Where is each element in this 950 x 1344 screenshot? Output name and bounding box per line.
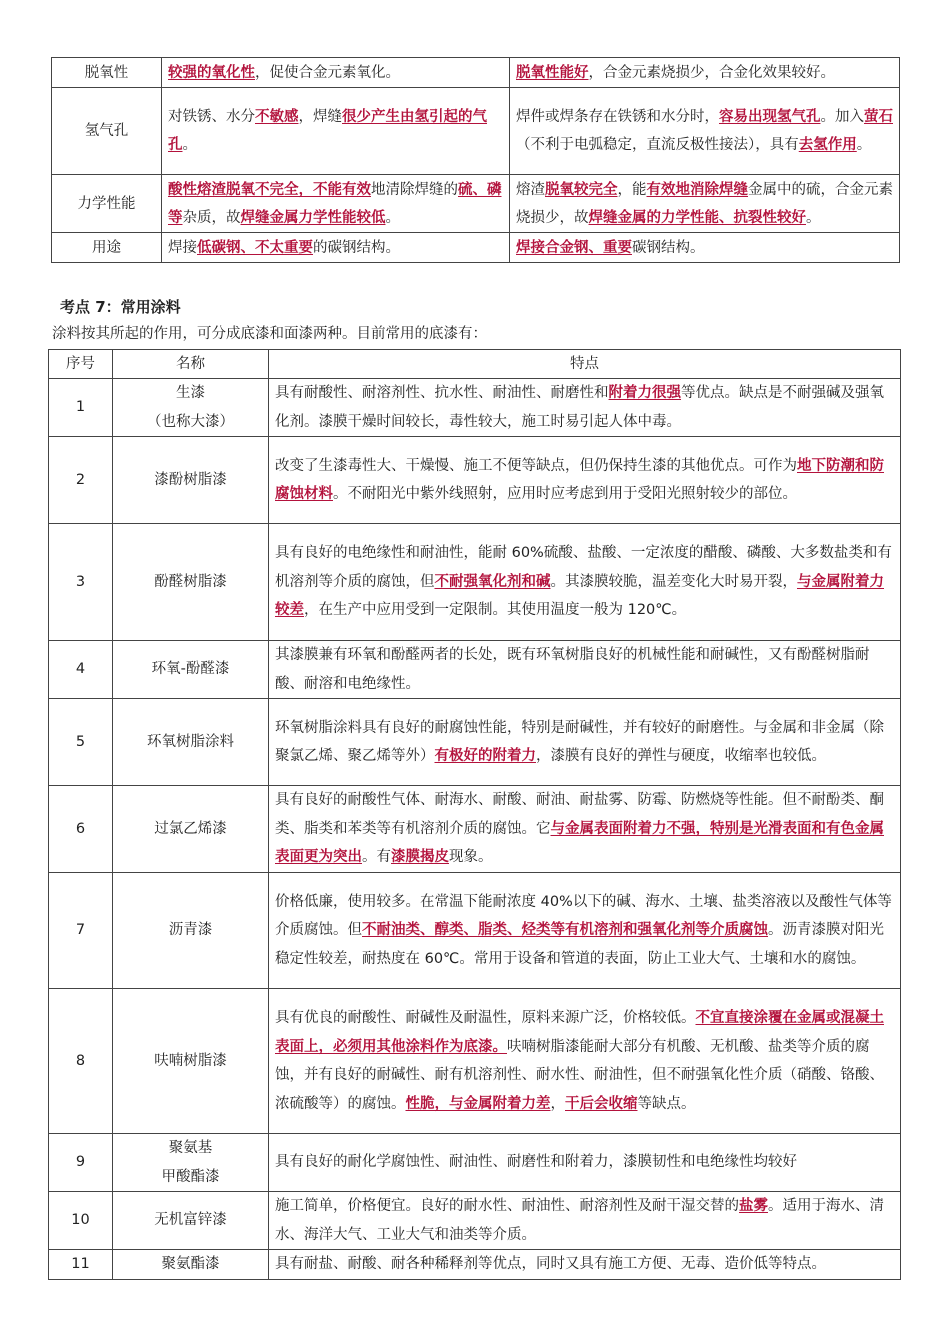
text-segment: 价格低廉，使用较多。在常温下能耐浓度 40%以下的碱、海水、土壤、盐类溶液以及酸性气体等介质腐蚀。但 <box>275 893 892 939</box>
text-segment: 金属中的硫，合金元素烧损少，故 <box>516 181 893 226</box>
table-row <box>49 1250 901 1280</box>
row-number: 5 <box>49 699 113 786</box>
table-row <box>52 175 900 233</box>
coating-name <box>113 641 269 699</box>
table-row <box>49 699 901 786</box>
coating-name <box>113 786 269 873</box>
text-segment: 等缺点。 <box>637 1095 696 1112</box>
coating-name <box>113 873 269 989</box>
text-segment: 。加入 <box>820 109 864 125</box>
section-title: 考点 7：常用涂料 <box>60 298 181 316</box>
highlighted-text: 硫、磷等 <box>168 181 502 226</box>
coating-name-line: 过氯乙烯漆 <box>154 820 227 837</box>
text-segment: 改变了生漆毒性大、干燥慢、施工不便等缺点，但仍保持生漆的其他优点。可作为 <box>275 457 797 474</box>
base-slag-cell <box>510 175 900 233</box>
row-number: 10 <box>49 1192 113 1250</box>
highlighted-text: 容易出现氢气孔 <box>719 109 821 125</box>
text-segment: 杂质，故 <box>182 209 241 226</box>
table-row <box>49 437 901 524</box>
text-segment: 地清除焊缝的 <box>371 181 458 198</box>
highlighted-text: 与金属表面附着力不强，特别是光滑表面和有色金属表面更为突出 <box>275 820 884 866</box>
acid-slag-cell <box>162 58 510 88</box>
text-segment: 具有良好的电绝缘性和耐油性，能耐 60%硫酸、盐酸、一定浓度的醋酸、磷酸、大多数盐类和有机溶剂等介质的腐蚀，但 <box>275 545 892 590</box>
highlighted-text: 地下防潮和防腐蚀材料 <box>275 457 884 502</box>
coating-features <box>269 699 901 786</box>
text-segment: 。 <box>806 209 821 226</box>
coating-features <box>269 641 901 699</box>
table-row <box>49 379 901 437</box>
table-header-row <box>49 350 901 379</box>
text-segment: 。其漆膜较脆，温差变化大时易开裂， <box>550 573 797 590</box>
table-row <box>52 233 900 263</box>
text-segment: 施工简单，价格便宜。良好的耐水性、耐油性、耐溶剂性及耐干湿交替的 <box>275 1198 739 1214</box>
text-segment: 现象。 <box>449 849 493 866</box>
text-segment: ，在生产中应用受到一定限制。其使用温度一般为 120℃。 <box>304 602 687 619</box>
table-row <box>49 873 901 989</box>
text-segment: 具有良好的耐酸性气体、耐海水、耐酸、耐油、耐盐雾、防霉、防燃烧等性能。但不耐酚类、酮类、脂类和苯类等有机溶剂介质的腐蚀。它 <box>275 792 884 837</box>
text-segment: 其漆膜兼有环氧和酚醛两者的长处，既有环氧树脂良好的机械性能和耐碱性，又有酚醛树脂耐酸、耐溶和电绝缘性。 <box>275 647 870 692</box>
text-segment: 。 <box>385 209 400 226</box>
header-feature: 特点 <box>269 350 901 379</box>
highlighted-text: 附着力很强 <box>608 385 681 401</box>
coating-name <box>113 989 269 1134</box>
row-number: 11 <box>49 1250 113 1280</box>
row-label: 力学性能 <box>52 175 162 233</box>
highlighted-text: 有效地消除焊缝 <box>646 181 748 198</box>
highlighted-text: 与金属附着力较差 <box>275 573 884 619</box>
text-segment: 熔渣 <box>516 181 545 198</box>
text-segment: 。 <box>856 137 872 153</box>
text-segment: 具有耐盐、耐酸、耐各种稀释剂等优点，同时又具有施工方便、无毒、造价低等特点。 <box>275 1256 826 1273</box>
coating-name-line: 甲酸酯漆 <box>161 1168 220 1185</box>
header-no: 序号 <box>49 350 113 379</box>
highlighted-text: 低碳钢、不太重要 <box>197 239 313 256</box>
coating-name-line: 环氧树脂涂料 <box>147 733 234 750</box>
text-segment: 碳钢结构。 <box>632 239 705 256</box>
text-segment: ，漆膜有良好的弹性与硬度，收缩率也较低。 <box>536 748 826 764</box>
acid-slag-cell <box>162 88 510 175</box>
highlighted-text: 不敏感 <box>255 109 299 125</box>
highlighted-text: 较强的氧化性 <box>168 64 255 81</box>
highlighted-text: 焊缝金属力学性能较低 <box>240 209 386 226</box>
table-row <box>49 1134 901 1192</box>
coating-features <box>269 1192 901 1250</box>
row-number: 4 <box>49 641 113 699</box>
coating-features <box>269 786 901 873</box>
row-number: 7 <box>49 873 113 989</box>
row-number: 3 <box>49 524 113 641</box>
highlighted-text: 脱氧较完全 <box>545 181 618 198</box>
coating-name-line: 无机富锌漆 <box>154 1212 227 1229</box>
row-number: 1 <box>49 379 113 437</box>
text-segment: 具有良好的耐化学腐蚀性、耐油性、耐磨性和附着力，漆膜韧性和电绝缘性均较好 <box>275 1154 797 1171</box>
coating-features <box>269 989 901 1134</box>
section-intro: 涂料按其所起的作用，可分成底漆和面漆两种。目前常用的底漆有： <box>52 326 487 342</box>
highlighted-text: 性脆，与金属附着力差 <box>405 1095 551 1112</box>
base-slag-cell <box>510 233 900 263</box>
coating-features <box>269 379 901 437</box>
text-segment: ， <box>550 1095 565 1112</box>
coating-name <box>113 379 269 437</box>
coating-name-line: 环氧-酚醛漆 <box>151 661 230 678</box>
table-row <box>49 1192 901 1250</box>
coating-name-line: 漆酚树脂漆 <box>154 471 227 488</box>
base-slag-cell <box>510 58 900 88</box>
table-row <box>52 58 900 88</box>
row-number: 9 <box>49 1134 113 1192</box>
welding-slag-comparison-table <box>51 57 900 263</box>
text-segment: 焊件或焊条存在铁锈和水分时， <box>516 109 719 125</box>
row-label: 氢气孔 <box>52 88 162 175</box>
coating-features <box>269 1134 901 1192</box>
coating-name-line: 酚醛树脂漆 <box>154 573 227 590</box>
text-segment: ，合金元素烧损少，合金化效果较好。 <box>588 64 835 81</box>
row-label: 脱氧性 <box>52 58 162 88</box>
text-segment: 。适用于海水、清水、海洋大气、工业大气和油类等介质。 <box>275 1198 884 1243</box>
text-segment: 具有优良的耐酸性、耐碱性及耐温性，原料来源广泛，价格较低。 <box>275 1010 696 1026</box>
highlighted-text: 酸性熔渣脱氧不完全，不能有效 <box>168 181 371 198</box>
text-segment: ，焊缝 <box>298 109 342 125</box>
row-number: 6 <box>49 786 113 873</box>
highlighted-text: 很少产生由氢引起的气孔 <box>168 109 487 153</box>
coating-name <box>113 699 269 786</box>
text-segment: 。不耐阳光中紫外线照射，应用时应考虑到用于受阳光照射较少的部位。 <box>333 486 797 502</box>
coating-features <box>269 524 901 641</box>
highlighted-text: 焊接合金钢、重要 <box>516 239 632 256</box>
base-slag-cell <box>510 88 900 175</box>
coating-name-line: 聚氨酯漆 <box>161 1256 220 1273</box>
coating-name-line: 聚氨基 <box>168 1140 213 1156</box>
coating-name-line: 沥青漆 <box>168 922 213 939</box>
text-segment: 。沥青漆膜对阳光稳定性较差，耐热度在 60℃。常用于设备和管道的表面，防止工业大气、土壤和水的腐蚀。 <box>275 922 884 967</box>
coating-primer-table <box>48 349 901 1280</box>
coating-features <box>269 437 901 524</box>
highlighted-text: 有极好的附着力 <box>434 748 536 764</box>
highlighted-text: 萤石 <box>864 109 893 125</box>
acid-slag-cell <box>162 175 510 233</box>
coating-name <box>113 1250 269 1280</box>
text-segment: 呋喃树脂漆能耐大部分有机酸、无机酸、盐类等介质的腐蚀，并有良好的耐碱性、耐有机溶剂性、耐水性、耐油性，但不耐强氧化性介质（硝酸、铬酸、浓硫酸等）的腐蚀。 <box>275 1038 884 1112</box>
highlighted-text: 干后会收缩 <box>565 1095 638 1112</box>
highlighted-text: 脱氧性能好 <box>516 64 589 81</box>
highlighted-text: 不宜直接涂覆在金属或混凝土表面上，必须用其他涂料作为底漆。 <box>275 1010 884 1055</box>
coating-name <box>113 524 269 641</box>
coating-name <box>113 1192 269 1250</box>
coating-name <box>113 1134 269 1192</box>
coating-name <box>113 437 269 524</box>
coating-name-line: （也称大漆） <box>147 413 234 430</box>
highlighted-text: 漆膜揭皮 <box>391 849 449 866</box>
text-segment: 的碳钢结构。 <box>313 239 400 256</box>
table-row <box>49 641 901 699</box>
text-segment: 。有 <box>362 849 391 866</box>
coating-name-line: 生漆 <box>176 385 205 401</box>
coating-features <box>269 1250 901 1280</box>
table-row <box>49 524 901 641</box>
highlighted-text: 不耐油类、醇类、脂类、烃类等有机溶剂和强氧化剂等介质腐蚀 <box>362 922 768 939</box>
coating-features <box>269 873 901 989</box>
coating-name-line: 呋喃树脂漆 <box>154 1052 227 1069</box>
text-segment: ，能 <box>617 181 647 198</box>
text-segment: 环氧树脂涂料具有良好的耐腐蚀性能，特别是耐碱性，并有较好的耐磨性。与金属和非金属（除聚氯乙烯、聚乙烯等外） <box>275 719 884 764</box>
text-segment: （不利于电弧稳定，直流反极性接法），具有 <box>516 137 799 153</box>
table-row <box>49 989 901 1134</box>
row-number: 2 <box>49 437 113 524</box>
header-name: 名称 <box>113 350 269 379</box>
highlighted-text: 焊缝金属的力学性能、抗裂性较好 <box>588 209 806 226</box>
acid-slag-cell <box>162 233 510 263</box>
row-label: 用途 <box>52 233 162 263</box>
text-segment: 对铁锈、水分 <box>168 109 255 125</box>
text-segment: 。 <box>182 137 197 153</box>
table-row <box>49 786 901 873</box>
highlighted-text: 盐雾 <box>739 1198 768 1214</box>
highlighted-text: 去氢作用 <box>798 137 857 153</box>
text-segment: 焊接 <box>168 239 197 256</box>
text-segment: ，促使合金元素氧化。 <box>255 64 400 81</box>
text-segment: 具有耐酸性、耐溶剂性、抗水性、耐油性、耐磨性和 <box>275 385 609 401</box>
text-segment: 等优点。缺点是不耐强碱及强氧化剂。漆膜干燥时间较长，毒性较大，施工时易引起人体中毒。 <box>275 385 884 430</box>
highlighted-text: 不耐强氧化剂和碱 <box>434 573 551 590</box>
table-row <box>52 88 900 175</box>
row-number: 8 <box>49 989 113 1134</box>
